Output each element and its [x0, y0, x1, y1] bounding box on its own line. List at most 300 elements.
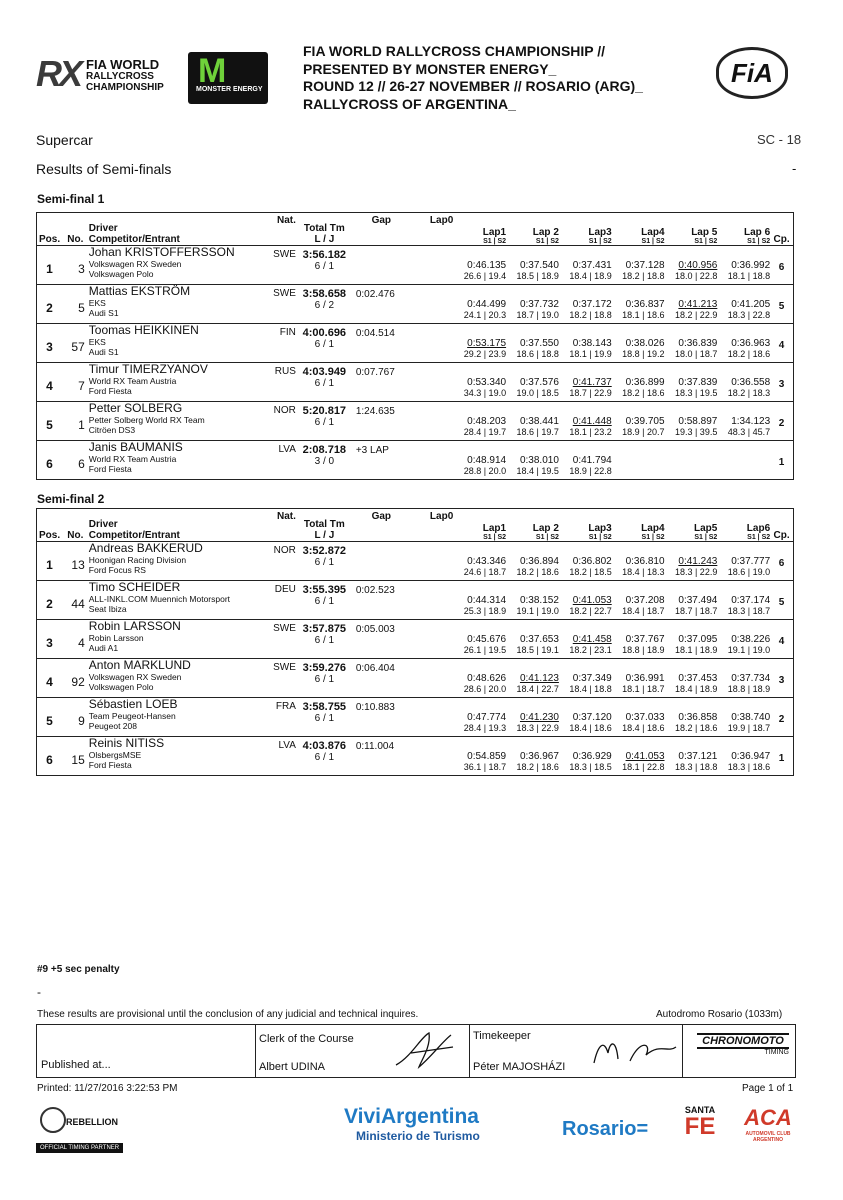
rebellion-logo [36, 1105, 126, 1155]
lap-cell [665, 581, 718, 620]
logo-line: FIA WORLD [86, 57, 160, 72]
championship-points: 6 [778, 558, 785, 569]
lap-time: 0:53.175 [467, 338, 507, 349]
lap-cell [559, 659, 612, 698]
lap-time: 0:41.123 [519, 673, 559, 684]
sector-times: 18.2 | 22.7 [569, 606, 612, 616]
dash: - [37, 985, 41, 999]
sector-times: 18.3 | 19.5 [674, 388, 718, 398]
lap-cell [453, 620, 506, 659]
car-number: 4 [78, 636, 85, 650]
driver-name: Janis BAUMANIS [88, 440, 183, 454]
team-name: World RX Team Austria [88, 454, 177, 464]
team-name: EKS [88, 298, 106, 308]
lap-cell [559, 324, 612, 363]
col-lap: Lap 2 S1 | S2 [532, 523, 559, 541]
lap-cell [559, 441, 612, 480]
lap-time: 0:38.152 [519, 595, 559, 606]
col-cp: Cp. [773, 530, 790, 541]
gap [353, 246, 410, 285]
driver-cell [89, 324, 260, 363]
col-lap: Lap 5 S1 | S2 [691, 227, 718, 245]
chronomoto-sub: TIMING [764, 1049, 789, 1056]
signature-box [36, 1024, 796, 1078]
semifinal-1-table [36, 212, 794, 480]
car-number: 15 [71, 753, 85, 767]
vivi-argentina-text: ViviArgentina [344, 1105, 479, 1128]
sector-times: 18.1 | 18.7 [622, 684, 665, 694]
lap0-cell [410, 324, 453, 363]
driver-cell [89, 659, 260, 698]
lap-time: 0:41.205 [731, 299, 771, 310]
total-time: 3:59.276 [302, 662, 347, 674]
col-lap0: Lap0 [429, 511, 454, 522]
clerk-cell [256, 1025, 470, 1077]
lap-cell [665, 620, 718, 659]
sector-times: 18.1 | 18.9 [674, 645, 718, 655]
lap-cell [665, 402, 718, 441]
col-pos: Pos. [39, 234, 61, 245]
printed-timestamp: Printed: 11/27/2016 3:22:53 PM [37, 1083, 178, 1094]
results-title: Results of Semi-finals [36, 161, 172, 177]
driver-cell [89, 441, 260, 480]
sector-times: 18.8 | 18.9 [727, 684, 771, 694]
driver-cell [89, 542, 260, 581]
timekeeper-name: Péter MAJOSHÁZI [473, 1061, 566, 1073]
col-lap: Lap4 S1 | S2 [641, 227, 665, 245]
lap-cell [612, 659, 665, 698]
car-model: Audi S1 [88, 308, 119, 318]
sector-times: 18.4 | 18.9 [674, 684, 718, 694]
driver-name: Mattias EKSTRÖM [88, 284, 191, 298]
sector-times: 18.1 | 23.2 [569, 427, 612, 437]
lap-time: 0:36.899 [625, 377, 665, 388]
result-row [37, 441, 794, 480]
sector-times: 18.6 | 19.0 [727, 567, 771, 577]
driver-name: Timur TIMERZYANOV [88, 362, 208, 376]
laps-jokers: 6 / 1 [314, 596, 335, 607]
total-time-cell [296, 620, 353, 659]
semifinal-1-label: Semi-final 1 [37, 192, 105, 206]
driver-cell [89, 246, 260, 285]
lap-time: 0:37.777 [731, 556, 771, 567]
lap0-cell [410, 737, 453, 776]
lap-cell [506, 363, 559, 402]
sector-times: 18.4 | 19.5 [516, 466, 559, 476]
lap-time: 0:36.810 [625, 556, 665, 567]
lap-cell [453, 402, 506, 441]
sector-times: 18.5 | 18.9 [516, 271, 559, 281]
car-number: 7 [78, 379, 85, 393]
car-model: Volkswagen Polo [88, 682, 154, 692]
position: 6 [46, 753, 53, 767]
lap-time: 0:37.349 [572, 673, 612, 684]
lap-cell [559, 737, 612, 776]
santa-fe-logo [680, 1105, 720, 1155]
lap-time: 0:37.767 [625, 634, 665, 645]
nationality: SWE [273, 662, 296, 673]
lap-time: 0:44.499 [467, 299, 507, 310]
lap-cell [453, 737, 506, 776]
rosario-text: Rosario [562, 1118, 637, 1140]
sector-times: 29.2 | 23.9 [463, 349, 507, 359]
lap-time: 0:38.740 [731, 712, 771, 723]
sector-times: 18.1 | 19.9 [569, 349, 612, 359]
col-driver: Driver Competitor/Entrant [88, 519, 180, 541]
position: 1 [46, 558, 53, 572]
lap-time: 0:37.120 [572, 712, 612, 723]
lap-time: 0:36.947 [731, 751, 771, 762]
laps-jokers: 6 / 1 [314, 378, 335, 389]
position: 1 [46, 262, 53, 276]
col-lap: Lap4 S1 | S2 [641, 523, 665, 541]
sector-times: 18.2 | 18.8 [569, 310, 612, 320]
timekeeper-label: Timekeeper [473, 1030, 531, 1042]
aca-text: ACA [744, 1105, 792, 1130]
lap-cell [665, 659, 718, 698]
result-row [37, 737, 794, 776]
sector-times: 28.4 | 19.7 [463, 427, 507, 437]
nationality: LVA [278, 444, 296, 455]
lap-cell [506, 285, 559, 324]
driver-cell [89, 581, 260, 620]
nationality: SWE [273, 623, 296, 634]
lap-cell [717, 285, 770, 324]
sector-times: 18.2 | 18.3 [727, 388, 771, 398]
rosario-logo [562, 1118, 648, 1168]
timekeeper-signature [590, 1033, 680, 1069]
table-header [37, 509, 794, 542]
lap-cell [453, 363, 506, 402]
lap-time: 1:34.123 [731, 416, 771, 427]
sector-times: 18.4 | 22.7 [516, 684, 559, 694]
lap-cell [506, 402, 559, 441]
lap-time: 0:41.053 [572, 595, 612, 606]
semifinal-2-label: Semi-final 2 [37, 492, 105, 506]
result-row [37, 246, 794, 285]
chronomoto-logo [697, 1033, 789, 1067]
sector-times: 18.3 | 22.9 [516, 723, 559, 733]
driver-cell [89, 285, 260, 324]
lap-time: 0:41.230 [519, 712, 559, 723]
lap-time: 0:44.314 [467, 595, 507, 606]
lap-time: 0:48.626 [467, 673, 507, 684]
sector-times: 18.4 | 18.7 [622, 606, 665, 616]
team-name: World RX Team Austria [88, 376, 177, 386]
position: 3 [46, 636, 53, 650]
position: 5 [46, 418, 53, 432]
lap-time: 0:36.839 [678, 338, 718, 349]
wrx-logo-text [86, 58, 164, 93]
lap-cell [665, 542, 718, 581]
laps-jokers: 6 / 1 [314, 261, 335, 272]
sector-times: 18.6 | 19.7 [516, 427, 559, 437]
sector-times: 28.8 | 20.0 [463, 466, 507, 476]
lap-time: 0:37.839 [678, 377, 718, 388]
col-total: Total Tm L / J [303, 519, 345, 541]
sector-times: 18.0 | 22.8 [674, 271, 718, 281]
total-time-cell [296, 581, 353, 620]
laps-jokers: 6 / 1 [314, 557, 335, 568]
lap-time: 0:38.441 [519, 416, 559, 427]
championship-points: 5 [778, 597, 785, 608]
lap-time: 0:41.458 [572, 634, 612, 645]
provisional-note: These results are provisional until the conclusion of any judicial and technical inquires. [37, 1009, 419, 1020]
lap-time: 0:37.540 [519, 260, 559, 271]
total-time-cell [296, 542, 353, 581]
team-name: Petter Solberg World RX Team [88, 415, 205, 425]
lap-cell [559, 581, 612, 620]
lap-time: 0:36.894 [519, 556, 559, 567]
lap-time: 0:37.208 [625, 595, 665, 606]
page-number: Page 1 of 1 [742, 1083, 794, 1094]
laps-jokers: 6 / 1 [314, 417, 335, 428]
driver-name: Johan KRISTOFFERSSON [88, 245, 235, 259]
car-number: 1 [78, 418, 85, 432]
monster-mark: M [198, 52, 227, 90]
title-line: RALLYCROSS OF ARGENTINA_ [303, 95, 516, 112]
lap-cell [453, 324, 506, 363]
lap0-cell [410, 698, 453, 737]
lap-time: 0:36.858 [678, 712, 718, 723]
car-number: 57 [71, 340, 85, 354]
sector-times: 18.5 | 19.1 [516, 645, 559, 655]
title-line: ROUND 12 // 26-27 NOVEMBER // ROSARIO (ARG)_ [303, 78, 643, 94]
team-name: Volkswagen RX Sweden [88, 672, 182, 682]
lap-cell [612, 620, 665, 659]
total-time: 3:55.395 [302, 584, 347, 596]
lap-time: 0:38.010 [519, 455, 559, 466]
lap0-cell [410, 542, 453, 581]
lap-time: 0:47.774 [467, 712, 507, 723]
lap-time: 0:37.121 [678, 751, 718, 762]
result-row [37, 542, 794, 581]
driver-name: Andreas BAKKERUD [88, 541, 203, 555]
position: 4 [46, 379, 53, 393]
result-row [37, 285, 794, 324]
position: 5 [46, 714, 53, 728]
lap-time: 0:39.705 [625, 416, 665, 427]
gap: 0:06.404 [355, 663, 395, 674]
sector-times: 19.1 | 19.0 [727, 645, 771, 655]
championship-points: 4 [778, 636, 785, 647]
driver-cell [89, 737, 260, 776]
lap-time: 0:37.576 [519, 377, 559, 388]
lap-time: 0:36.963 [731, 338, 771, 349]
lap-cell [717, 542, 770, 581]
lap-cell [717, 324, 770, 363]
col-lap: Lap3 S1 | S2 [588, 523, 612, 541]
sector-times: 18.2 | 18.6 [727, 349, 771, 359]
sector-times: 18.2 | 22.9 [674, 310, 718, 320]
col-lap0: Lap0 [429, 215, 454, 226]
total-time: 4:00.696 [302, 327, 347, 339]
lap-time: 0:38.026 [625, 338, 665, 349]
lap-time: 0:37.550 [519, 338, 559, 349]
lap0-cell [410, 620, 453, 659]
position: 2 [46, 597, 53, 611]
lap-cell [559, 285, 612, 324]
lap-time: 0:37.732 [519, 299, 559, 310]
sector-times: 18.4 | 18.6 [622, 723, 665, 733]
document-ref: SC - 18 [757, 132, 802, 147]
lap-cell [453, 542, 506, 581]
sector-times: 18.4 | 18.3 [622, 567, 665, 577]
laps-jokers: 6 / 1 [314, 635, 335, 646]
lap-cell [665, 698, 718, 737]
sector-times: 18.3 | 18.8 [674, 762, 718, 772]
lap-cell [665, 246, 718, 285]
championship-points: 2 [778, 714, 785, 725]
laps-jokers: 6 / 2 [314, 300, 335, 311]
total-time: 2:08.718 [302, 444, 347, 456]
col-lap: Lap 6 S1 | S2 [744, 227, 771, 245]
car-model: Volkswagen Polo [88, 269, 154, 279]
lap-time: 0:37.095 [678, 634, 718, 645]
lap-cell [559, 402, 612, 441]
col-cp: Cp. [773, 234, 790, 245]
result-row [37, 620, 794, 659]
total-time: 3:58.755 [302, 701, 347, 713]
lap-cell [717, 581, 770, 620]
lap-cell [717, 659, 770, 698]
sector-times: 18.4 | 18.6 [569, 723, 612, 733]
lap-time: 0:58.897 [678, 416, 718, 427]
rebellion-text: REBELLION [66, 1117, 119, 1127]
col-no: No. [67, 530, 84, 541]
aca-sub: AUTOMOVIL CLUB ARGENTINO [745, 1131, 791, 1143]
car-model: Audi A1 [88, 643, 119, 653]
sector-times: 34.3 | 19.0 [463, 388, 507, 398]
sector-times: 19.9 | 18.7 [727, 723, 771, 733]
sector-times: 18.7 | 19.0 [516, 310, 559, 320]
lap-time: 0:37.033 [625, 712, 665, 723]
lap-cell [506, 324, 559, 363]
sector-times: 18.0 | 18.7 [674, 349, 718, 359]
lap-time: 0:45.676 [467, 634, 507, 645]
sector-times: 18.7 | 18.7 [674, 606, 718, 616]
sector-times: 18.2 | 18.6 [674, 723, 718, 733]
lap-cell [612, 363, 665, 402]
col-driver: Driver Competitor/Entrant [88, 223, 180, 245]
lap-time: 0:36.558 [731, 377, 771, 388]
driver-name: Toomas HEIKKINEN [88, 323, 199, 337]
result-row [37, 698, 794, 737]
sector-times: 26.6 | 19.4 [463, 271, 507, 281]
lap-time: 0:41.213 [678, 299, 718, 310]
sector-times: 18.3 | 18.5 [569, 762, 612, 772]
published-cell [37, 1025, 256, 1077]
nationality: RUS [274, 366, 296, 377]
driver-name: Petter SOLBERG [88, 401, 183, 415]
car-model: Ford Fiesta [88, 760, 132, 770]
sector-times: 28.6 | 20.0 [463, 684, 507, 694]
rebellion-icon [40, 1107, 66, 1133]
result-row [37, 363, 794, 402]
lap0-cell [410, 402, 453, 441]
monster-text: MONSTER ENERGY [196, 86, 263, 93]
lap-cell [717, 620, 770, 659]
lap-time: 0:41.737 [572, 377, 612, 388]
car-model: Citröen DS3 [88, 425, 136, 435]
sector-times: 18.4 | 18.8 [569, 684, 612, 694]
lap-time: 0:43.346 [467, 556, 507, 567]
sector-times: 26.1 | 19.5 [463, 645, 507, 655]
lap-time: 0:36.992 [731, 260, 771, 271]
penalty-note: #9 +5 sec penalty [37, 964, 120, 975]
lap-time: 0:41.448 [572, 416, 612, 427]
total-time-cell [296, 441, 353, 480]
sector-times: 18.9 | 22.8 [569, 466, 612, 476]
rebellion-sub: OFFICIAL TIMING PARTNER [36, 1143, 123, 1153]
driver-name: Anton MARKLUND [88, 658, 191, 672]
lap-time: 0:36.837 [625, 299, 665, 310]
gap: 0:10.883 [355, 702, 395, 713]
lap-time: 0:37.172 [572, 299, 612, 310]
sector-times: 18.2 | 18.8 [622, 271, 665, 281]
santa-fe-bottom: FE [684, 1113, 716, 1140]
gap: 0:07.767 [355, 367, 395, 378]
sector-times: 18.1 | 22.8 [622, 762, 665, 772]
monster-energy-logo [188, 52, 268, 104]
lap-cell [506, 246, 559, 285]
title-line: PRESENTED BY MONSTER ENERGY_ [303, 60, 557, 77]
lap-time: 0:46.135 [467, 260, 507, 271]
driver-cell [89, 698, 260, 737]
gap: 0:04.514 [355, 328, 395, 339]
total-time-cell [296, 324, 353, 363]
col-gap: Gap [371, 215, 392, 226]
sector-times: 48.3 | 45.7 [727, 427, 771, 437]
published-label: Published at... [41, 1059, 111, 1071]
clerk-signature [391, 1027, 461, 1071]
lap-cell [453, 285, 506, 324]
car-model: Ford Focus RS [88, 565, 146, 575]
sector-times: 18.3 | 22.9 [674, 567, 718, 577]
col-lap: Lap5 S1 | S2 [693, 523, 718, 541]
lap-time: 0:37.174 [731, 595, 771, 606]
lap-time: 0:37.128 [625, 260, 665, 271]
lap-time: 0:41.053 [625, 751, 665, 762]
lap-cell-empty [665, 441, 718, 480]
nationality: SWE [273, 288, 296, 299]
sector-times: 18.4 | 18.9 [569, 271, 612, 281]
lap-cell [506, 659, 559, 698]
semifinal-2-table [36, 508, 794, 776]
lap-time: 0:53.340 [467, 377, 507, 388]
nationality: FRA [275, 701, 296, 712]
car-number: 3 [78, 262, 85, 276]
team-name: Team Peugeot-Hansen [88, 711, 176, 721]
nationality: FIN [279, 327, 296, 338]
chronomoto-text: CHRONOMOTO [697, 1033, 789, 1049]
lap-cell [612, 285, 665, 324]
lap-time: 0:37.653 [519, 634, 559, 645]
laps-jokers: 6 / 1 [314, 713, 335, 724]
laps-jokers: 6 / 1 [314, 752, 335, 763]
gap: 0:02.476 [355, 289, 395, 300]
position: 3 [46, 340, 53, 354]
championship-points: 1 [778, 457, 785, 468]
driver-name: Reinis NITISS [88, 736, 165, 750]
laps-jokers: 6 / 1 [314, 674, 335, 685]
total-time-cell [296, 659, 353, 698]
lap-cell [453, 581, 506, 620]
total-time-cell [296, 246, 353, 285]
vivi-argentina-logo [344, 1105, 504, 1155]
lap-time: 0:36.991 [625, 673, 665, 684]
sector-times: 19.3 | 39.5 [674, 427, 718, 437]
